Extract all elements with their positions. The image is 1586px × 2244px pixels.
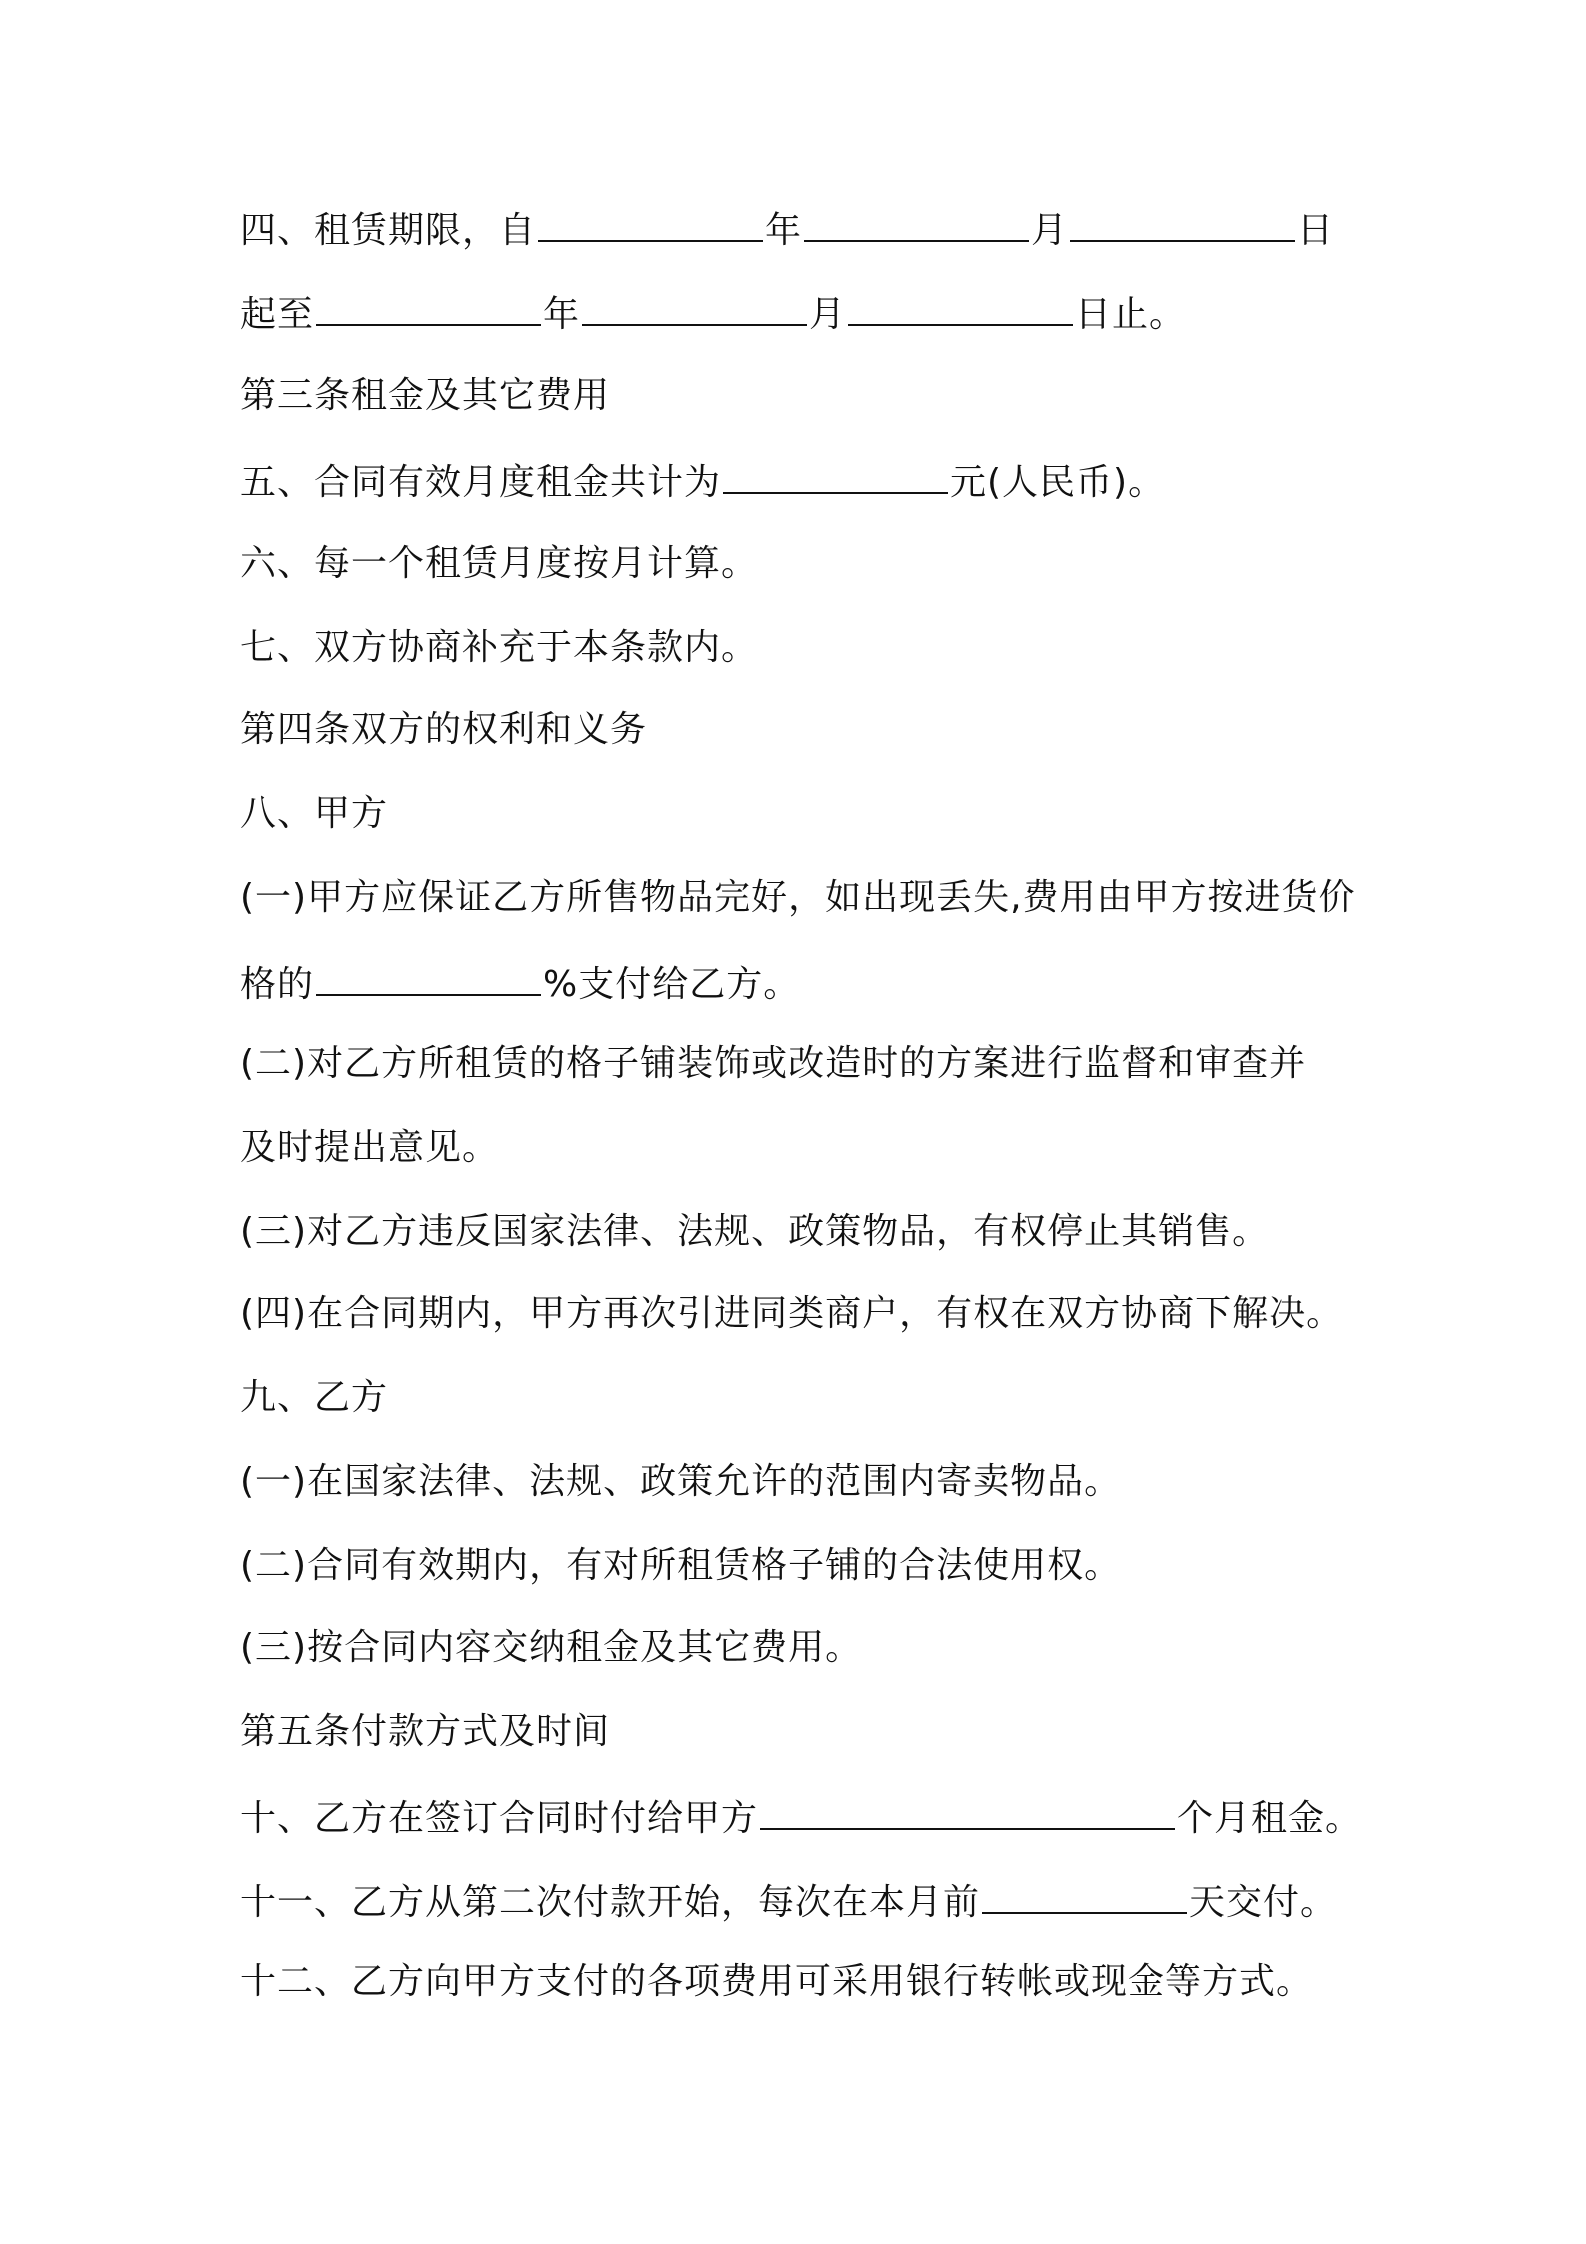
clause-line: (二)合同有效期内，有对所租赁格子铺的合法使用权。 <box>240 1545 1122 1586</box>
clause-line: (二)对乙方所租赁的格子铺装饰或改造时的方案进行监督和审查并 <box>240 1043 1307 1084</box>
clause-text: 年 <box>765 210 803 251</box>
fill-blank <box>982 1878 1187 1914</box>
clause-text: 日止。 <box>1075 294 1187 335</box>
clause-text: 四、租赁期限，自 <box>240 210 537 251</box>
clause-line: 七、双方协商补充于本条款内。 <box>240 627 759 668</box>
clause-text: 元(人民币)。 <box>950 462 1166 503</box>
fill-blank <box>316 960 541 996</box>
clause-line: 八、甲方 <box>240 793 389 834</box>
clause-line: 及时提出意见。 <box>240 1127 500 1168</box>
fill-blank <box>760 1794 1175 1830</box>
clause-text: 月 <box>809 294 847 335</box>
clause-text: 日 <box>1297 210 1335 251</box>
clause-line: (三)按合同内容交纳租金及其它费用。 <box>240 1627 863 1668</box>
fill-blank <box>538 206 763 242</box>
fill-blank <box>1070 206 1295 242</box>
clause-text: 五、合同有效月度租金共计为 <box>240 462 722 503</box>
clause-text: 十一、乙方从第二次付款开始，每次在本月前 <box>240 1882 981 1923</box>
section-heading: 第三条租金及其它费用 <box>240 375 611 416</box>
clause-line <box>240 206 1334 253</box>
clause-line: (四)在合同期内，甲方再次引进同类商户，有权在双方协商下解决。 <box>240 1293 1344 1334</box>
clause-text: 年 <box>543 294 581 335</box>
fill-blank <box>316 290 541 326</box>
clause-line <box>240 458 1165 505</box>
clause-line <box>240 960 800 1007</box>
clause-line <box>240 290 1186 337</box>
fill-blank <box>804 206 1029 242</box>
clause-text: %支付给乙方。 <box>543 964 801 1005</box>
section-heading: 第四条双方的权利和义务 <box>240 709 648 750</box>
clause-text: 个月租金。 <box>1177 1798 1363 1839</box>
clause-line: (三)对乙方违反国家法律、法规、政策物品，有权停止其销售。 <box>240 1211 1270 1252</box>
clause-text: 十、乙方在签订合同时付给甲方 <box>240 1798 759 1839</box>
clause-text: 天交付。 <box>1189 1882 1338 1923</box>
fill-blank <box>848 290 1073 326</box>
clause-text: 起至 <box>240 294 315 335</box>
clause-text: 月 <box>1031 210 1069 251</box>
clause-line: (一)在国家法律、法规、政策允许的范围内寄卖物品。 <box>240 1461 1122 1502</box>
clause-line: (一)甲方应保证乙方所售物品完好，如出现丢失,费用由甲方按进货价 <box>240 877 1356 918</box>
clause-line <box>240 1794 1362 1841</box>
fill-blank <box>723 458 948 494</box>
clause-line <box>240 1878 1337 1925</box>
clause-line: 九、乙方 <box>240 1377 389 1418</box>
clause-text: 格的 <box>240 964 315 1005</box>
clause-line: 十二、乙方向甲方支付的各项费用可采用银行转帐或现金等方式。 <box>240 1961 1314 2002</box>
section-heading: 第五条付款方式及时间 <box>240 1711 611 1752</box>
clause-line: 六、每一个租赁月度按月计算。 <box>240 543 759 584</box>
fill-blank <box>582 290 807 326</box>
